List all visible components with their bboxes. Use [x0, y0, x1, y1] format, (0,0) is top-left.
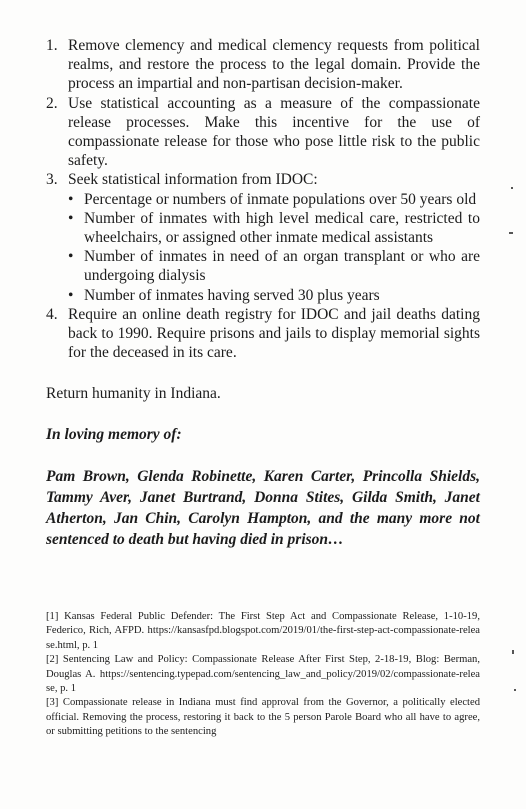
scan-speck	[509, 232, 513, 234]
closing-statement: Return humanity in Indiana.	[46, 385, 221, 403]
memory-heading: In loving memory of:	[46, 426, 182, 444]
footnote-citation: [3] Compassionate release in Indiana must find approval from the Governor, a politically elected official. Removing the process, restoring it back to the 5 person Parole Board who all have to agree, or submitting petitions to the sentencing	[46, 697, 480, 738]
sublist-item	[68, 209, 480, 247]
sublist-item	[68, 190, 480, 209]
footnote-citation: [1] Kansas Federal Public Defender: The First Step Act and Compassionate Release, 1-10-19, Federico, Rich, AFPD.	[46, 611, 480, 637]
footnote	[46, 610, 480, 653]
recommendations-list	[46, 36, 480, 362]
item-text: Seek statistical information from IDOC:	[68, 171, 318, 189]
item-number: 1.	[46, 37, 58, 54]
sublist-item-text: Number of inmates having served 30 plus years	[84, 286, 380, 304]
sublist-item-text: Percentage or numbers of inmate populations over 50 years old	[84, 190, 477, 208]
scan-speck	[512, 650, 514, 654]
item-number: 2.	[46, 94, 58, 112]
footnote	[46, 653, 480, 696]
sublist-item	[68, 286, 480, 305]
bullet-icon: •	[68, 248, 74, 266]
list-item	[46, 170, 480, 304]
memory-names: Pam Brown, Glenda Robinette, Karen Carter, Princolla Shields, Tammy Aver, Janet Burtrand, Donna Stites, Gilda Smith, Janet Atherton, Jan Chin, Carolyn Hampton, and the many more not sentenced to death but having died in prison…	[46, 468, 480, 549]
sublist-item	[68, 247, 480, 285]
item-text: Remove clemency and medical clemency requests from political realms, and restore the process to the legal domain. Provide the process an impartial and non-partisan decision-maker.	[68, 37, 480, 93]
document-body	[46, 36, 480, 550]
sublist-item-text: Number of inmates in need of an organ transplant or who are undergoing dialysis	[84, 248, 480, 285]
footnotes	[46, 610, 480, 740]
bullet-icon: •	[68, 286, 74, 304]
item-text: Require an online death registry for IDOC and jail deaths dating back to 1990. Require prisons and jails to display memorial sights for the deceased in its care.	[68, 305, 480, 362]
list-item	[46, 36, 480, 94]
footnote-url[interactable]: https://kansasfpd.blogspot.com/2019/01/the-first-step-act-compassionate-release.html, p. 1	[46, 625, 480, 651]
statistics-sublist	[68, 190, 480, 305]
list-item	[46, 305, 480, 363]
bullet-icon: •	[68, 190, 74, 208]
item-number: 3.	[46, 171, 58, 189]
item-text: Use statistical accounting as a measure of the compassionate release processes. Make this incentive for the use of compassionate release for those who pose little risk to the public safety.	[68, 94, 480, 170]
sublist-item-text: Number of inmates with high level medical care, restricted to wheelchairs, or assigned other inmate medical assistants	[84, 209, 480, 247]
footnote	[46, 696, 480, 739]
item-number: 4.	[46, 305, 58, 323]
bullet-icon: •	[68, 209, 74, 227]
footnote-url[interactable]: https://sentencing.typepad.com/sentencing_law_and_policy/2019/02/compassionate-release, p. 1	[46, 668, 480, 695]
list-item	[46, 94, 480, 171]
scan-speck	[511, 187, 513, 189]
footnote-citation: [2] Sentencing Law and Policy: Compassionate Release After First Step, 2-18-19, Blog: Berman, Douglas A.	[46, 654, 480, 680]
scan-speck	[514, 689, 516, 691]
